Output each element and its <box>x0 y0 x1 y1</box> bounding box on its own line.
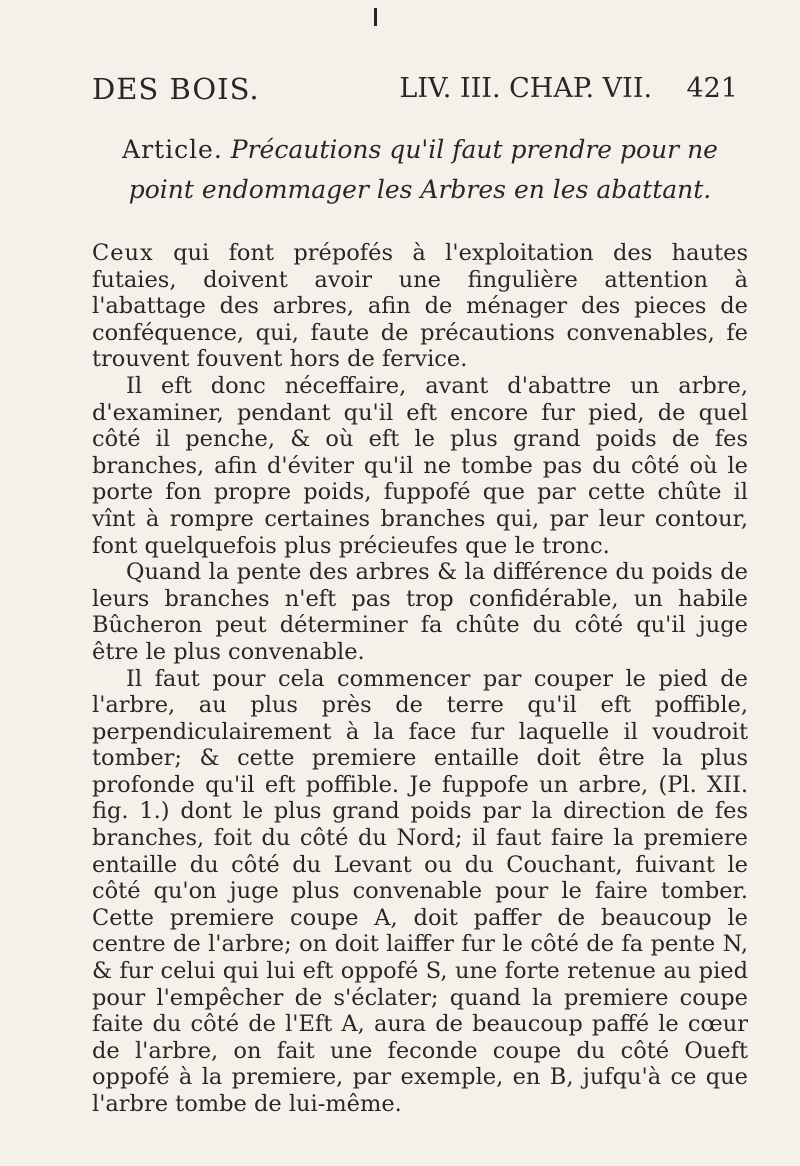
article-label: Article. <box>122 135 223 164</box>
paragraph: Il eft donc néceffaire, avant d'abattre un arbre, d'examiner, pendant qu'il eft encore fur pied, de quel côté il penche, & où eft le plus grand poids de fes branches, afin d'éviter qu'il ne tombe pas du côté où le porte fon propre poids, fuppofé que par cette chûte il vînt à rompre certaines branches qui, par leur contour, font quelquefois plus précieufes que le tronc. <box>92 372 748 559</box>
page-number: 421 <box>686 73 738 104</box>
running-header <box>92 66 738 112</box>
top-print-mark <box>374 8 377 26</box>
paragraph: Ceux qui font prépofés à l'exploitation des hautes futaies, doivent avoir une fingulière attention à l'abattage des arbres, afin de ménager des pieces de conféquence, qui, faute de précautions convenables, fe trouvent fouvent hors de fervice. <box>92 240 748 373</box>
body-text <box>92 240 748 1118</box>
header-left: DES BOIS. <box>92 72 260 106</box>
paragraph: Quand la pente des arbres & la différence du poids de leurs branches n'eft pas trop confidérable, un habile Bûcheron peut déterminer fa chûte du côté qu'il juge être le plus convenable. <box>92 559 748 665</box>
article-heading <box>92 130 748 210</box>
header-chapter: LIV. III. CHAP. VII. <box>399 73 653 104</box>
header-right <box>399 66 738 112</box>
paragraph: Il faut pour cela commencer par couper le pied de l'arbre, au plus près de terre qu'il eft poffible, perpendiculairement à la face fur laquelle il voudroit tomber; & cette premiere entaille doit être la plus profonde qu'il eft poffible. Je fuppofe un arbre, (Pl. XII. fig. 1.) dont le plus grand poids par la direction de fes branches, foit du côté du Nord; il faut faire la premiere entaille du côté du Levant ou du Couchant, fuivant le côté qu'on juge plus convenable pour le faire tomber. Cette premiere coupe A, doit paffer de beaucoup le centre de l'arbre; on doit laiffer fur le côté de fa pente N, & fur celui qui lui eft oppofé S, une forte retenue au pied pour l'empêcher de s'éclater; quand la premiere coupe faite du côté de l'Eft A, aura de beaucoup paffé le cœur de l'arbre, on fait une feconde coupe du côté Oueft oppofé à la premiere, par exemple, en B, jufqu'à ce que l'arbre tombe de lui-même. <box>92 665 748 1117</box>
article-title: Précautions qu'il faut prendre pour ne point endommager les Arbres en les abattant. <box>128 135 718 204</box>
